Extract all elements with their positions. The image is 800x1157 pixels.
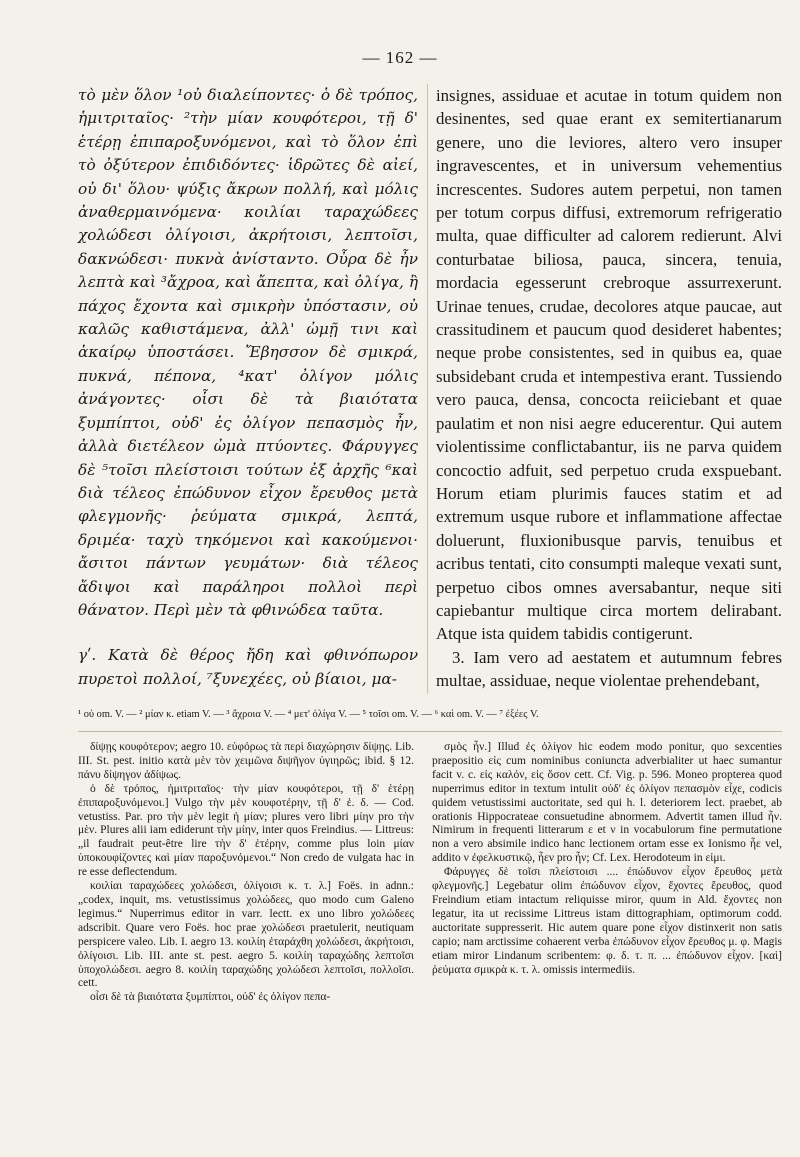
notes-left-column [78,741,414,1005]
notes-right-column [432,741,782,977]
latin-text-column [436,84,782,693]
greek-text-column [78,84,418,691]
note-paragraph: οἷσι δὲ τὰ βιαιότατα ξυμπίπτοι, οὐδ' ἐς ὀλίγον πεπα- [90,991,331,1004]
latin-main-paragraph: insignes, assiduae et acutae in totum quidem non desinentes, sed quae erant ex semitertianarum genere, uno die leviores, altero vero insuper ingravescentes, et in universum vehementius increscentes. Sudores autem perpetui, non tamen per totum corpus diffusi, extremorum refrigeratio multa, quae difficulter ad calorem redierunt. Alvi conturbatae biliosa, pauca, sincera, tenuia, mordacia egesserunt crebroque assurrexerunt. Urinae tenues, crudae, decolores atque paucae, aut crassitudinem et paucum quod desideret habentes; neque probe consistentes, sed in quibus ea, quae subsidebant cruda et intempestiva erant. Tussiendo vero pauca, densa, concocta reiiciebant et quae paulatim et non nisi aegre educerentur. Qui autem violentissime conflictabantur, iis ne parva quidem concoctio adfuit, sed perpetuo cruda exspuebant. Horum etiam plurimis fauces statim et ad extremum usque rubore et inflammatione affectae doluerunt, fluxionibusque parvis, tenuibus et acribus tentati, cito consumpti maleque vexati sunt, perpetuo cibos omnes aversabantur, neque siti capiebantur multique circa mortem delirabant. Atque ista quidem tabidis contigerunt. [436,86,782,644]
note-paragraph: σμὸς ἦν.] Illud ἐς ὀλίγον hic eodem modo ponitur, quo sexcenties praepositio εἰς cum nominibus coniuncta adverbialiter ut haec sumantur facit v. c. εἰς καλόν, εἰς ὅσον cett. Cf. Vig. p. 596. Moneo propterea quod nuperrimus editor in textum intulit οὐδ' ἐς ὀλίγον πεπασμὸν εἶχε, codicis quidem vetustissimi auctoritate, sed qui h. l. deteriorem lect. praebet, ab orationis Hippocrateae consuetudine abnormem. Advertit tamen illud ἦν. Nimirum in frequenti litterarum ε et ν in vocabulorum fine permutatione non a vero absimile indico hanc lectionem ortam esse ex Ionismo ἦε vel, addito ν ἐφελκυστικῷ, ἦεν pro ἦν; Cf. Lex. Herodoteum in εἰμι. [432,741,782,865]
note-paragraph: κοιλίαι ταραχώδεες χολώδεσι, ὀλίγοισι κ. τ. λ.] Foës. in adnn.: „codex, inquit, ms. vetustissimus χολώδεες, quo modo cum Galeno legimus.“ Nuperrimus editor in varr. lectt. ex uno libro χολώδεες adscribit. Quare vero Foës. hoc prae χολώδεσι praetulerit, neutiquam perspicere valeo. Lib. I. aegro 13. κοιλίη ἐταράχθη χολώδεσι, ἀκρήτοισι, ὀλίγοισι. Lib. III. ante st. pest. aegro 5. κοιλίη ταραχώδης λεπτοῖσι ὑποχολώδεσι. aegro 8. κοιλίη ταραχώδης χολώδεσι λεπτοῖσι, πολλοῖσι. cett. [78,880,414,990]
column-divider [427,84,428,694]
page-number: — 162 — [362,48,438,67]
greek-section-paragraph: γʹ. Κατὰ δὲ θέρος ἤδη καὶ φθινόπωρον πυρετοὶ πολλοί, ⁷ξυνεχέες, οὐ βίαιοι, μα- [78,646,418,688]
greek-main-paragraph: τὸ μὲν ὅλον ¹οὐ διαλείποντες· ὁ δὲ τρόπος, ἡμιτριταῖος· ²τὴν μίαν κουφότεροι, τῇ δ' ἑτέρῃ ἐπιπαροξυνόμενοι, καὶ τὸ ὅλον ἐπὶ τὸ ὀξύτερον ἐπιδιδόντες· ἱδρῶτες δὲ αἰεί, οὐ δι' ὅλου· ψύξις ἄκρων πολλή, καὶ μόλις ἀναθερμαινόμενα· κοιλίαι ταραχώδεες χολώδεσι ὀλίγοισι, ἀκρήτοισι, λεπτοῖσι, δακνώδεσι· πυκνὰ ἀνίσταντο. Οὖρα δὲ ἦν λεπτὰ καὶ ³ἄχροα, καὶ ἄπεπτα, καὶ ὀλίγα, ἢ πάχος ἔχοντα καὶ σμικρὴν ὑπόστασιν, οὐ καλῶς καθιστάμενα, ἀλλ' ὠμῇ τινι καὶ ἀκαίρῳ ὑποστάσει. Ἔβησσον δὲ σμικρά, πυκνά, πέπονα, ⁴κατ' ὀλίγον μόλις ἀνάγοντες· οἷσι δὲ τὰ βιαιότατα ξυμπίπτοι, οὐδ' ἐς ὀλίγον πεπασμὸς ἦν, ἀλλὰ διετέλεον ὠμὰ πτύοντες. Φάρυγγες δὲ ⁵τοῖσι πλείστοισι τούτων ἐξ ἀρχῆς ⁶καὶ διὰ τέλεος ἐπώδυνον εἶχον ἔρευθος μετὰ φλεγμονῆς· ῥεύματα σμικρά, λεπτά, δριμέα· ταχὺ τηκόμενοι καὶ κακούμενοι· ἄσιτοι πάντων γευμάτων· διὰ τέλεος ἄδιψοι καὶ παράληροι πολλοὶ περὶ θάνατον. Περὶ μὲν τὰ φθινώδεα ταῦτα. [78,86,418,619]
note-paragraph: ὁ δὲ τρόπος, ἡμιτριταῖος· τὴν μίαν κουφότεροι, τῇ δ' ἑτέρῃ ἐπιπαροξυνόμενοι.] Vulgo τὴν μὲν κουφοτέρην, τῇ δ' ἑ. δ. — Cod. vetustiss. Par. pro τὴν μὲν legit ἡ μίαν; plures vero libri μίην pro τὴν μὲν. Plures alii iam ediderunt τὴν μίην, inter quos Freindius. — Littreus: „il faudrait peut-être lire τὴν δ' ἑτέρην, comme plus loin μίαν ὑποκουφίζοντες καὶ μίαν παροξυνόμενοι.“ Non credo de vulgata hac in re esse deflectendum. [78,782,414,879]
note-paragraph: δίψῃς κουφότερον; aegro 10. εὐφόρως τὰ περὶ διαχώρησιν δίψῃς. Lib. III. St. pest. initio κατὰ μὲν τὸν χειμῶνα διψῆγον ὑγιηρῶς; ibid. § 12. πάνυ δίψηγον ἀδίψως. [78,741,414,781]
latin-section-paragraph: 3. Iam vero ad aestatem et autumnum febres multae, assiduae, neque violentae prehendebant, [436,647,782,691]
critical-apparatus: ¹ οὐ om. V. — ² μίαν κ. etiam V. — ³ ἄχροια V. — ⁴ μετ' ὀλίγα V. — ⁵ τοῖσι om. V. — ⁶ καὶ om. V. — ⁷ ἐξέες V. [78,709,539,720]
notes-divider [78,731,782,732]
note-paragraph: Φάρυγγες δὲ τοῖσι πλείστοισι .... ἐπώδυνον εἶχον ἔρευθος μετὰ φλεγμονῆς.] Legebatur olim ἐπώδυνον εἶχον, ἔχοντες ἔρευθος, quod Freindium etiam intactum reliquisse miror, quum in Ald. ἔχοντες non legatur, ita ut recissime Littreus istam dittographiam, optimorum codd. auctoritate suppresserit. Hic autem quare pone εἶχον distinxerit non satis capio; nam arctissime cohaerent verba ἐπώδυνον εἶχον ἔρευθος μ. φ. Magis etiam miror Lindanum scribentem: φ. δ. τ. π. ... ἐπώδυνον εἶχον. [καὶ] ῥεύματα σμικρὰ κ. τ. λ. omissis intermediis. [432,866,782,976]
